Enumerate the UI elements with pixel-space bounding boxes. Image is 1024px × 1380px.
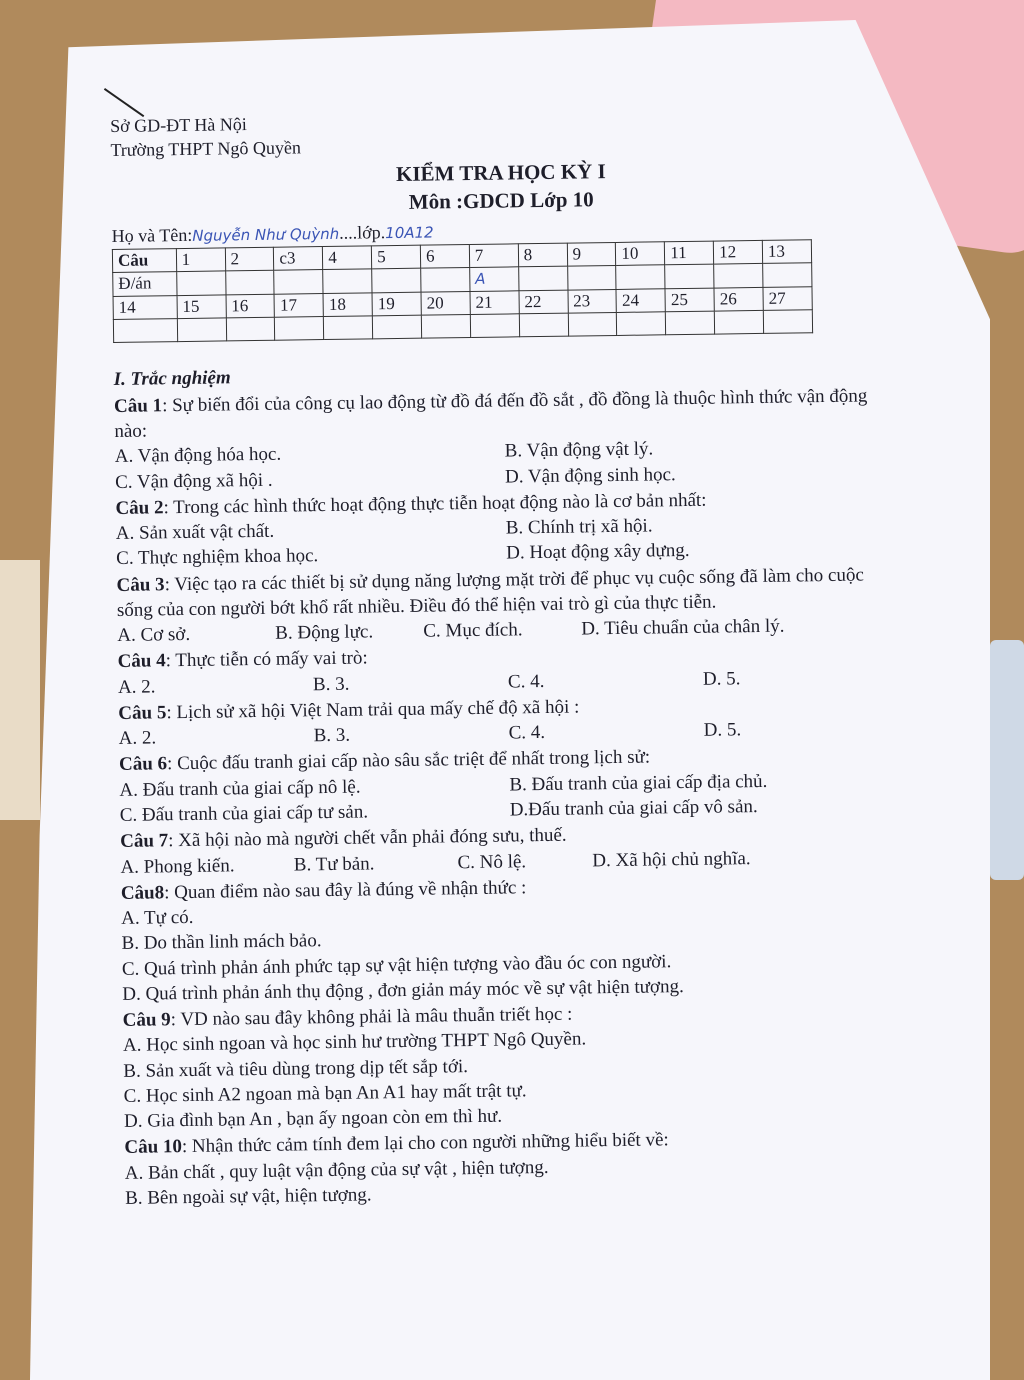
table-cell: Đ/án	[113, 272, 177, 296]
table-cell: 2	[225, 247, 274, 271]
table-cell: 23	[568, 289, 617, 313]
table-cell	[372, 268, 421, 292]
option: A. Học sinh ngoan và học sinh hư trường THPT Ngô Quyền.	[122, 1028, 587, 1057]
student-class: 10A12	[385, 223, 434, 242]
answer-table	[112, 239, 813, 344]
table-cell	[324, 316, 373, 340]
option: B. Chính trị xã hội.	[505, 515, 653, 539]
table-cell: 9	[567, 242, 616, 266]
option: D. 5.	[702, 667, 741, 690]
table-cell	[519, 314, 568, 338]
option: C. Mục đích.	[423, 619, 523, 642]
table-cell	[714, 264, 763, 288]
option: A. Vận động hóa học.	[114, 443, 282, 468]
question-label: Câu 3	[116, 573, 165, 596]
option: B. Đấu tranh của giai cấp địa chủ.	[509, 770, 768, 796]
question-label: Câu 9	[122, 1009, 171, 1032]
option: C. Vận động xã hội .	[114, 469, 273, 493]
question-text: : Sự biến đổi của công cụ lao động từ đồ đá đến đồ sắt , đồ đồng là thuộc hình thức vận động nào:	[114, 385, 868, 442]
table-cell	[323, 269, 372, 293]
option: D. Xã hội chủ nghĩa.	[592, 847, 751, 871]
department: Sở GD-ĐT Hà Nội	[110, 114, 247, 136]
table-cell	[616, 265, 665, 289]
question-label: Câu 4	[117, 650, 166, 673]
option: C. 4.	[508, 722, 546, 744]
question-label: Câu 2	[115, 497, 164, 519]
table-cell	[421, 315, 470, 339]
table-cell	[666, 312, 715, 336]
table-cell	[617, 312, 666, 336]
option: D. Tiêu chuẩn của chân lý.	[581, 615, 785, 640]
table-cell	[470, 314, 519, 338]
question-text: : Nhận thức cảm tính đem lại cho con người những hiểu biết về:	[181, 1129, 669, 1158]
question-text: : Quan điểm nào sau đây là đúng về nhận thức :	[164, 877, 527, 904]
table-cell	[113, 319, 177, 343]
question-text: : Thực tiễn có mấy vai trò:	[165, 647, 368, 672]
table-cell: 18	[323, 293, 372, 317]
option: A. Bản chất , quy luật vận động của sự vật , hiện tượng.	[124, 1156, 549, 1184]
option: D. 5.	[703, 719, 742, 741]
table-cell	[421, 268, 470, 292]
question-text: : Việc tạo ra các thiết bị sử dụng năng lượng mặt trời để phục vụ cuộc sống đã làm cho cuộc sống của con người bớt khổ rất nhiều. Điều đó thể hiện vai trò gì của thực tiễn.	[116, 564, 864, 621]
option: D.Đấu tranh của giai cấp vô sản.	[509, 796, 758, 821]
table-cell: 24	[616, 289, 665, 313]
question-text: : Trong các hình thức hoạt động thực tiễn hoạt động nào là cơ bản nhất:	[163, 489, 707, 519]
table-cell: 16	[226, 294, 275, 318]
option: D. Hoạt động xây dựng.	[506, 540, 690, 564]
class-label: lớp.	[357, 221, 386, 243]
table-cell: 26	[714, 287, 763, 311]
exam-content	[110, 104, 905, 1211]
table-cell: 7	[469, 243, 518, 267]
table-cell	[225, 270, 274, 294]
table-cell	[763, 310, 812, 334]
option: D. Quá trình phản ánh thụ động , đơn giản máy móc về sự vật hiện tượng.	[122, 975, 684, 1005]
question-label: Câu 1	[113, 395, 163, 417]
table-cell	[274, 270, 323, 294]
table-cell: 8	[518, 243, 567, 267]
table-cell: 11	[665, 241, 714, 265]
option: C. Đấu tranh của giai cấp tư sản.	[119, 801, 369, 826]
table-cell	[518, 266, 567, 290]
table-cell	[177, 318, 226, 342]
name-label: Họ và Tên:	[111, 224, 193, 246]
table-cell: 21	[470, 291, 519, 315]
option: A. Sản xuất vật chất.	[115, 520, 275, 545]
table-cell: 5	[371, 245, 420, 269]
question-text: : Cuộc đấu tranh giai cấp nào sâu sắc triệt để nhất trong lịch sử:	[166, 746, 651, 775]
school-name: Trường THPT Ngô Quyền	[110, 137, 302, 160]
option: A. Đấu tranh của giai cấp nô lệ.	[119, 776, 361, 801]
table-cell: 10	[616, 241, 665, 265]
table-cell	[714, 311, 763, 335]
option: A. Phong kiến.	[120, 854, 235, 878]
option: C. Nô lệ.	[457, 850, 527, 873]
option: B. Vận động vật lý.	[504, 438, 654, 462]
option: A. 2.	[118, 727, 157, 750]
table-cell	[665, 264, 714, 288]
option: B. Động lực.	[275, 621, 374, 644]
table-cell: 15	[177, 295, 226, 319]
question-text: : Lịch sử xã hội Việt Nam trải qua mấy chế độ xã hội :	[166, 696, 580, 724]
table-cell	[568, 313, 617, 337]
option: C. Học sinh A2 ngoan mà bạn An A1 hay mất trật tự.	[123, 1080, 527, 1107]
table-cell: 19	[372, 292, 421, 316]
table-cell: 13	[762, 239, 811, 263]
question-text: : VD nào sau đây không phải là mâu thuẫn triết học :	[170, 1003, 573, 1031]
option: A. 2.	[117, 676, 156, 698]
question-label: Câu 5	[118, 702, 167, 724]
option: B. Sản xuất và tiêu dùng trong dịp tết sắp tới.	[123, 1055, 469, 1082]
table-cell	[567, 266, 616, 290]
table-cell: 27	[763, 287, 812, 311]
student-name: Nguyễn Như Quỳnh	[192, 224, 340, 245]
table-cell: 14	[113, 295, 177, 319]
table-cell: 20	[421, 291, 470, 315]
table-cell	[275, 317, 324, 341]
table-cell	[372, 316, 421, 340]
table-cell: 25	[665, 288, 714, 312]
table-cell: 17	[274, 293, 323, 317]
student-name-line: Họ và Tên:Nguyễn Như Quỳnh....lớp.10A12	[111, 221, 434, 246]
option: B. Bên ngoài sự vật, hiện tượng.	[124, 1184, 372, 1209]
table-cell: Câu	[112, 248, 176, 272]
desk-surface	[0, 560, 40, 820]
option: C. Quá trình phản ánh phức tạp sự vật hiện tượng vào đầu óc con người.	[121, 950, 672, 980]
table-cell: 4	[323, 246, 372, 270]
option: B. Do thần linh mách bảo.	[121, 930, 322, 955]
option: B. 3.	[312, 673, 350, 695]
table-cell: 1	[176, 248, 225, 272]
table-cell: 12	[713, 240, 762, 264]
table-cell: A	[470, 267, 519, 291]
question-label: Câu 10	[124, 1136, 183, 1159]
option: D. Gia đình bạn An , bạn ấy ngoan còn em thì hư.	[123, 1105, 503, 1133]
option: B. Tư bản.	[293, 852, 375, 876]
table-cell: 6	[420, 244, 469, 268]
option: D. Vận động sinh học.	[504, 463, 676, 488]
exam-subject: Môn :GDCD Lớp 10	[408, 187, 594, 214]
table-cell: 22	[519, 290, 568, 314]
option: A. Cơ sở.	[117, 624, 191, 647]
pen	[990, 640, 1024, 880]
question-label: Câu 7	[120, 830, 169, 853]
question-label: Câu8	[120, 882, 165, 904]
option: C. 4.	[507, 670, 545, 693]
option: C. Thực nghiệm khoa học.	[116, 545, 319, 570]
table-cell	[226, 318, 275, 342]
table-cell	[763, 263, 812, 287]
question-label: Câu 6	[118, 753, 168, 776]
question-text: : Xã hội nào mà người chết vẫn phải đóng sưu, thuế.	[168, 824, 567, 852]
table-cell	[176, 271, 225, 295]
option: A. Tự có.	[121, 906, 194, 929]
option: B. 3.	[313, 724, 351, 747]
section-title: I. Trắc nghiệm	[113, 367, 231, 391]
exam-title: KIỂM TRA HỌC KỲ I	[395, 158, 606, 186]
table-cell: c3	[274, 246, 323, 270]
